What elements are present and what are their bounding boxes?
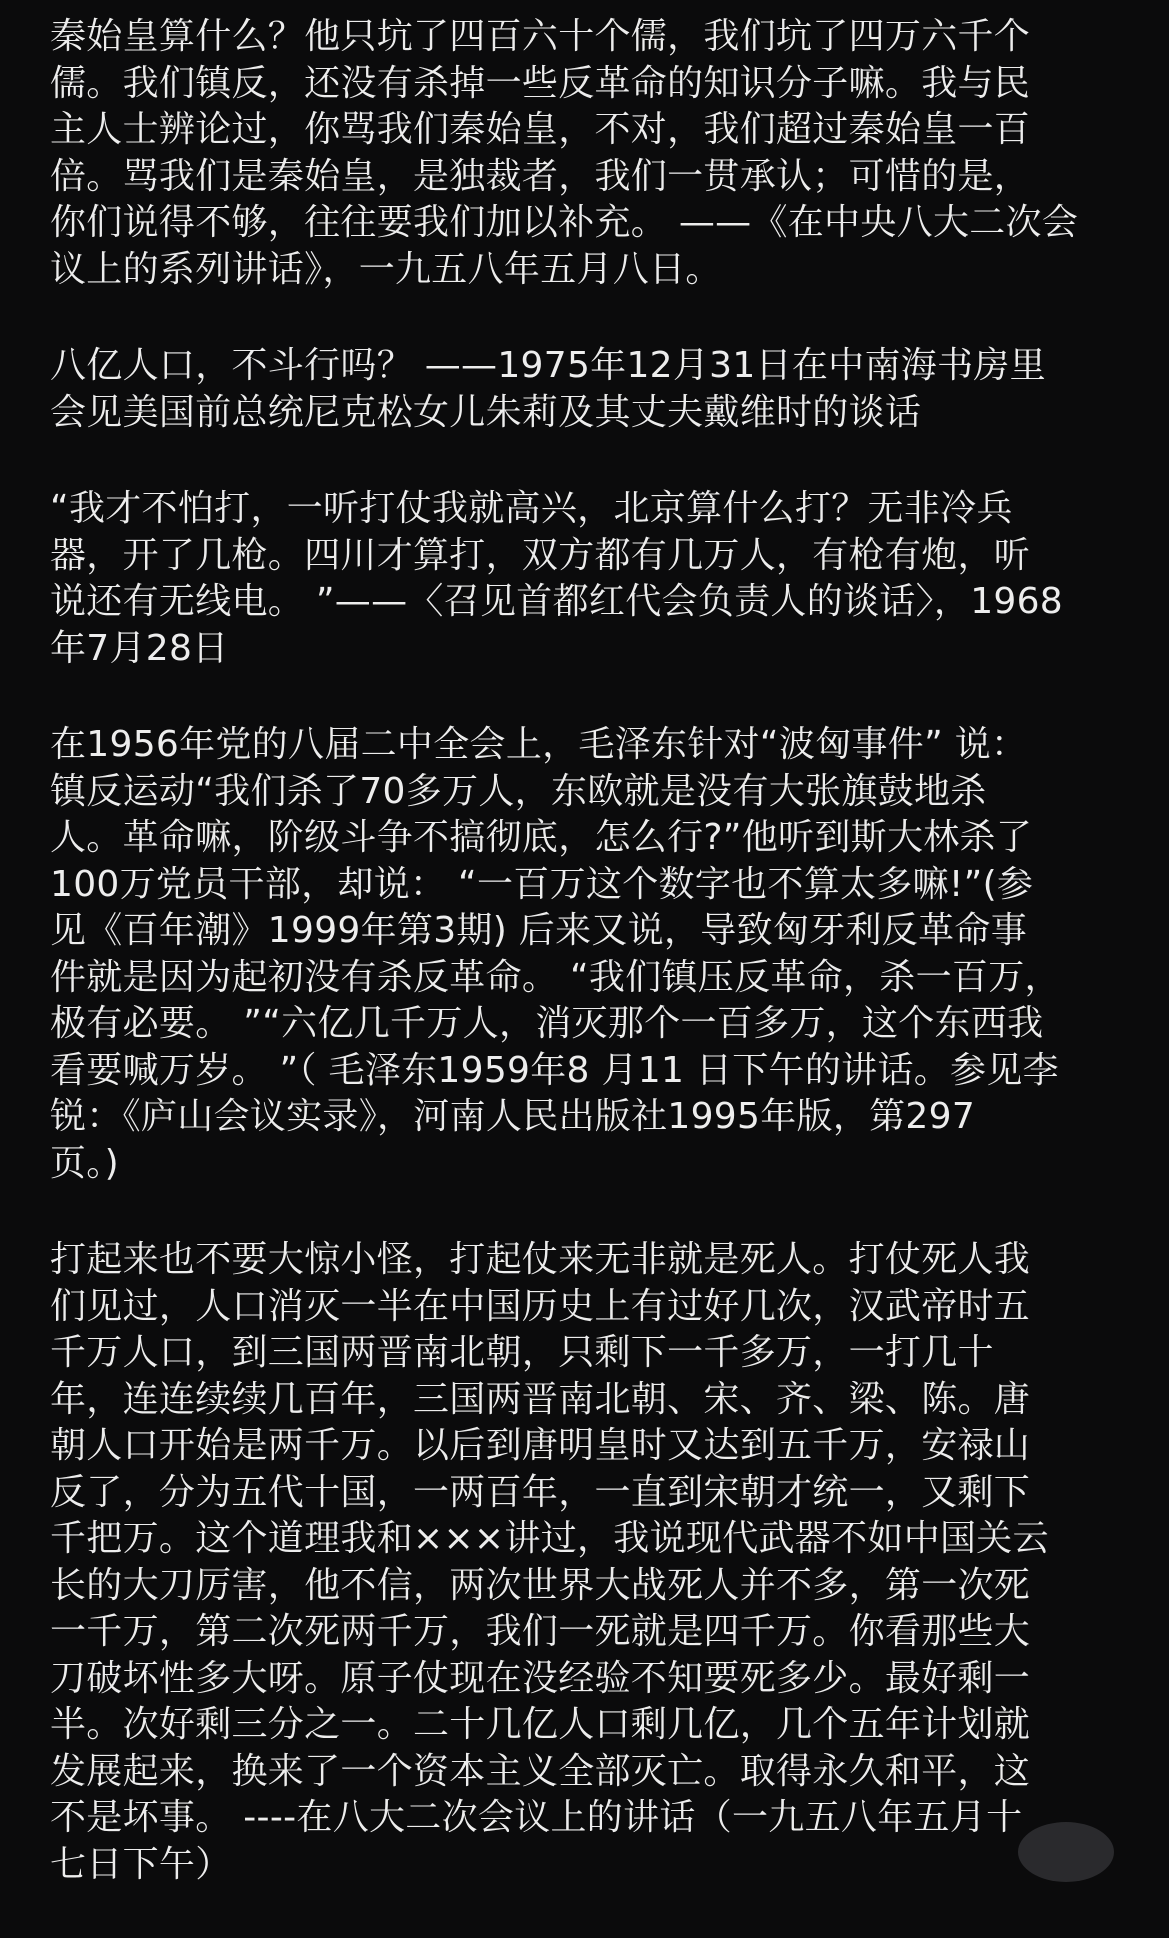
text-line: 打起来也不要大惊小怪，打起仗来无非就是死人。打仗死人我 [50,1239,1031,1280]
text-line: 在1956年党的八届二中全会上，毛泽东针对“波匈事件” 说： [50,724,1028,765]
text-line: 页。) [50,1142,119,1184]
text-line: 倍。骂我们是秦始皇，是独裁者，我们一贯承认；可惜的是， [50,155,1031,197]
text-line: 儒。我们镇反，还没有杀掉一些反革命的知识分子嘛。我与民 [50,62,1031,104]
quote-paragraph-1 [50,14,1120,293]
text-line: 锐：《庐山会议实录》，河南人民出版社1995年版，第297 [50,1096,976,1137]
text-line: 半。次好剩三分之一。二十几亿人口剩几亿，几个五年计划就 [50,1704,1031,1745]
quote-paragraph-2 [50,343,1120,436]
text-line: 年，连连续续几百年，三国两晋南北朝、宋、齐、梁、陈。唐 [50,1378,1031,1420]
text-line: 见《百年潮》1999年第3期) 后来又说，导致匈牙利反革命事 [50,910,1028,951]
text-line: 八亿人口，不斗行吗？ ——1975年12月31日在中南海书房里 [50,345,1046,386]
text-line: 说还有无线电。 ”——〈召见首都红代会负责人的谈话〉，1968 [50,581,1064,622]
post-body [50,14,1120,1938]
text-line: 会见美国前总统尼克松女儿朱莉及其丈夫戴维时的谈话 [50,391,922,433]
text-line: 一千万，第二次死两千万，我们一死就是四千万。你看那些大 [50,1611,1031,1652]
text-line: 器，开了几枪。四川才算打，双方都有几万人，有枪有炮，听 [50,534,1031,576]
text-line: 千把万。这个道理我和×××讲过，我说现代武器不如中国关云 [50,1518,1049,1559]
text-line: 发展起来，换来了一个资本主义全部灭亡。取得永久和平，这 [50,1750,1031,1792]
text-line: 秦始皇算什么？他只坑了四百六十个儒，我们坑了四万六千个 [50,16,1031,57]
quote-paragraph-5 [50,1237,1120,1888]
quote-paragraph-4 [50,722,1120,1187]
text-line: 极有必要。 ”“六亿几千万人，消灭那个一百多万，这个东西我 [50,1003,1044,1044]
text-line: “我才不怕打，一听打仗我就高兴，北京算什么打？无非冷兵 [50,488,1013,529]
text-line: 年7月28日 [50,627,229,669]
text-line: 人。革命嘛，阶级斗争不搞彻底，怎么行?”他听到斯大林杀了 [50,817,1033,858]
text-line: 朝人口开始是两千万。以后到唐明皇时又达到五千万，安禄山 [50,1425,1031,1466]
text-line: 看要喊万岁。 ”（ 毛泽东1959年8 月11 日下午的讲话。参见李 [50,1049,1059,1091]
quote-paragraph-3 [50,486,1120,672]
text-line: 反了，分为五代十国，一两百年，一直到宋朝才统一，又剩下 [50,1471,1031,1513]
floating-action-button[interactable] [1018,1822,1114,1882]
text-line: 们见过，人口消灭一半在中国历史上有过好几次，汉武帝时五 [50,1285,1031,1327]
text-line: 100万党员干部，却说： “一百万这个数字也不算太多嘛!”(参 [50,863,1034,905]
text-line: 长的大刀厉害，他不信，两次世界大战死人并不多，第一次死 [50,1564,1031,1606]
text-line: 件就是因为起初没有杀反革命。 “我们镇压反革命，杀一百万， [50,956,1061,998]
text-line: 刀破坏性多大呀。原子仗现在没经验不知要死多少。最好剩一 [50,1657,1031,1699]
text-line: 不是坏事。 ----在八大二次会议上的讲话（一九五八年五月十 [50,1797,1023,1838]
text-line: 议上的系列讲话》，一九五八年五月八日。 [50,248,722,290]
text-line: 主人士辨论过，你骂我们秦始皇，不对，我们超过秦始皇一百 [50,109,1031,150]
text-line: 镇反运动“我们杀了70多万人，东欧就是没有大张旗鼓地杀 [50,770,987,812]
text-line: 千万人口，到三国两晋南北朝，只剩下一千多万，一打几十 [50,1332,994,1373]
text-line: 你们说得不够，往往要我们加以补充。 ——《在中央八大二次会 [50,202,1079,243]
text-line: 七日下午） [50,1843,232,1885]
